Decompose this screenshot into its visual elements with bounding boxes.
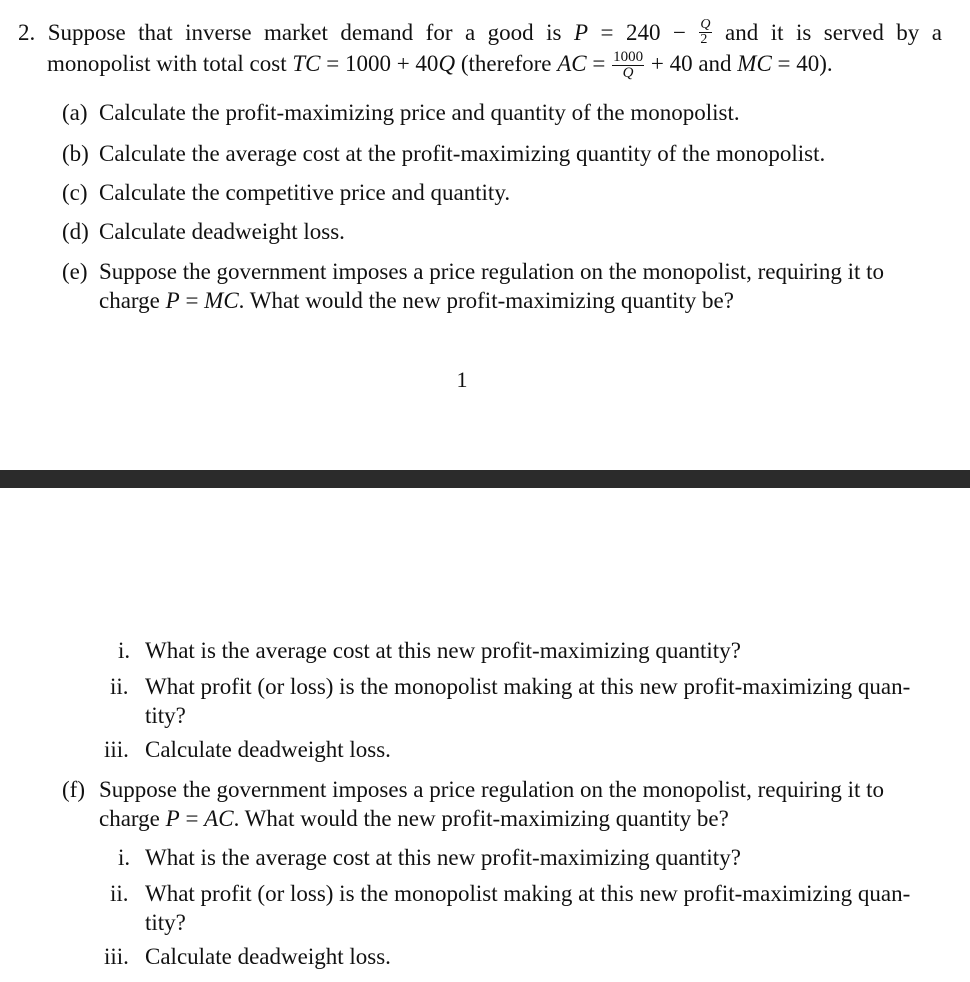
document-page-1	[0, 0, 970, 470]
text-segment: . What would the new profit-maximizing quantity be?	[238, 288, 734, 313]
frac-denominator: Q	[622, 65, 634, 81]
var-ac: AC	[557, 50, 587, 76]
question-line-1	[18, 17, 942, 49]
text-segment: charge	[99, 288, 166, 313]
part-f-sub-i-label: i.	[118, 845, 131, 870]
part-d-label: (d)	[62, 219, 89, 244]
document-page-2	[0, 488, 970, 982]
question-line-2	[47, 50, 833, 81]
question-intro-b: and it is served by a	[712, 20, 942, 45]
text-segment: = 1000 + 40	[320, 50, 439, 76]
text-segment: charge	[99, 806, 166, 831]
part-e-sub-ii-line-2: tity?	[145, 703, 186, 728]
var-tc: TC	[292, 50, 321, 76]
part-f-sub-iii-label: iii.	[104, 944, 129, 969]
part-c-text: Calculate the competitive price and quantity.	[99, 180, 511, 205]
text-segment: =	[179, 806, 205, 831]
frac-numerator: Q	[700, 17, 711, 33]
var-p: P	[165, 288, 180, 313]
text-segment: =	[586, 50, 612, 76]
text-segment: =	[179, 288, 205, 313]
var-p: P	[165, 806, 180, 831]
part-e-sub-iii-label: iii.	[104, 737, 129, 762]
question-number: 2.	[18, 20, 36, 45]
part-f-sub-ii-line-2: tity?	[145, 910, 186, 935]
fraction-q-over-2	[699, 18, 711, 47]
text-segment: (therefore	[455, 50, 558, 76]
part-b-label: (b)	[62, 141, 89, 166]
part-b-text: Calculate the average cost at the profit-maximizing quantity of the monopolist.	[99, 141, 826, 166]
part-e-line-1: Suppose the government imposes a price regulation on the monopolist, requiring it to	[99, 259, 885, 284]
text-segment: = 40).	[771, 50, 833, 76]
part-e-sub-ii-line-1: What profit (or loss) is the monopolist making at this new profit-maximizing quan-	[145, 674, 911, 699]
text-segment: + 40 and	[645, 50, 738, 76]
var-q: Q	[438, 50, 456, 76]
var-mc: MC	[204, 288, 239, 313]
part-f-line-2	[99, 806, 729, 832]
part-a-label: (a)	[62, 100, 88, 125]
part-f-sub-i-text: What is the average cost at this new profit-maximizing quantity?	[145, 845, 741, 870]
part-e-sub-i-text: What is the average cost at this new profit-maximizing quantity?	[145, 638, 741, 663]
page-number: 1	[456, 367, 468, 392]
part-f-label: (f)	[62, 777, 85, 802]
part-f-sub-ii-label: ii.	[110, 881, 129, 906]
text-segment: monopolist with total cost	[47, 50, 293, 76]
var-mc: MC	[737, 50, 772, 76]
frac-numerator: 1000	[613, 49, 644, 65]
text-segment: . What would the new profit-maximizing quantity be?	[233, 806, 729, 831]
part-e-line-2	[99, 288, 734, 314]
page-separator	[0, 470, 970, 488]
part-e-sub-i-label: i.	[118, 638, 131, 663]
fraction-1000-over-q	[612, 50, 644, 81]
part-e-sub-iii-text: Calculate deadweight loss.	[145, 737, 391, 762]
part-e-sub-ii-label: ii.	[110, 674, 129, 699]
part-c-label: (c)	[62, 180, 88, 205]
question-intro: Suppose that inverse market demand for a good is	[47, 20, 574, 45]
part-f-sub-iii-text: Calculate deadweight loss.	[145, 944, 391, 969]
frac-denominator: 2	[700, 32, 708, 48]
var-p: P	[573, 20, 589, 45]
part-e-label: (e)	[62, 259, 88, 284]
part-f-sub-ii-line-1: What profit (or loss) is the monopolist making at this new profit-maximizing quan-	[145, 881, 911, 906]
part-d-text: Calculate deadweight loss.	[99, 219, 345, 244]
var-ac: AC	[204, 806, 234, 831]
demand-eq: = 240 −	[588, 20, 699, 45]
part-f-line-1: Suppose the government imposes a price regulation on the monopolist, requiring it to	[99, 777, 885, 802]
part-a-text: Calculate the profit-maximizing price and quantity of the monopolist.	[99, 100, 740, 125]
